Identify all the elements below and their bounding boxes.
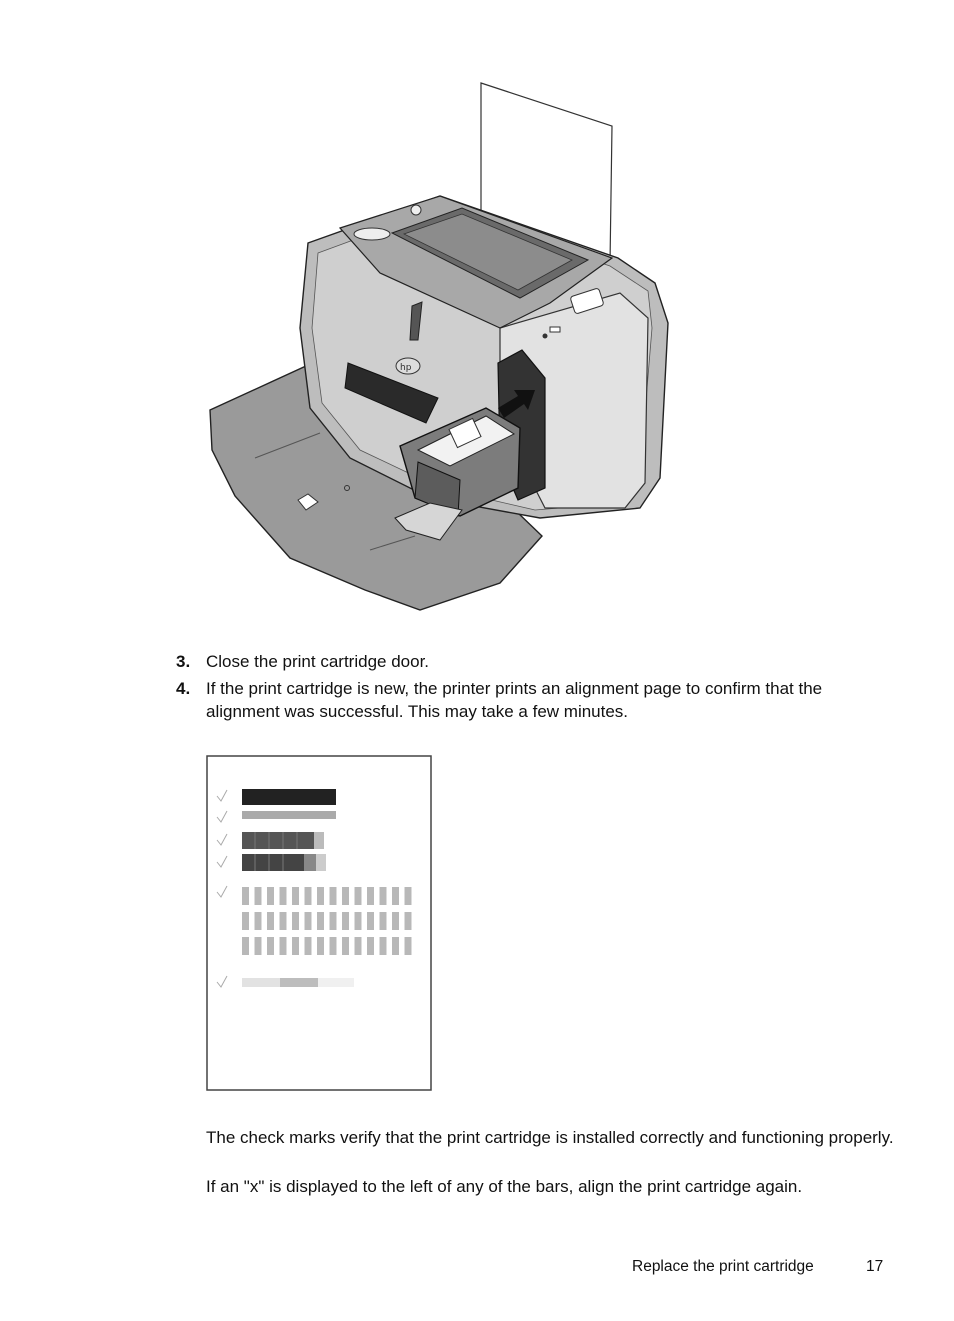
alignment-block [280,887,287,905]
alignment-block [280,937,287,955]
alignment-block [317,887,324,905]
step-text: Close the print cartridge door. [206,652,430,671]
alignment-block [317,937,324,955]
alignment-block [380,912,387,930]
alignment-block [280,912,287,930]
alignment-block [330,887,337,905]
alignment-block [255,912,262,930]
alignment-block [342,887,349,905]
alignment-block [392,912,399,930]
alignment-block [392,937,399,955]
step-number: 3. [176,652,191,671]
alignment-block [267,937,274,955]
alignment-block [367,887,374,905]
alignment-block [255,937,262,955]
alignment-block [355,937,362,955]
footer-section-title: Replace the print cartridge [632,1258,814,1275]
alignment-block [367,937,374,955]
alignment-block [292,887,299,905]
alignment-block [305,887,312,905]
alignment-block [330,937,337,955]
alignment-block [330,912,337,930]
alignment-block [355,912,362,930]
alignment-block [242,912,249,930]
alignment-block [367,912,374,930]
alignment-block [355,887,362,905]
note-check-marks: The check marks verify that the print cartridge is installed correctly and functioning properly. [206,1128,894,1147]
alignment-block [317,912,324,930]
svg-text:hp: hp [400,363,412,373]
alignment-block [242,887,249,905]
alignment-block [292,912,299,930]
alignment-block [242,937,249,955]
alignment-block [267,912,274,930]
alignment-block [380,937,387,955]
alignment-block [405,887,412,905]
alignment-block [255,887,262,905]
alignment-block [267,887,274,905]
alignment-page-illustration [205,754,433,1092]
printer-illustration [200,78,680,618]
page-number: 17 [866,1258,884,1275]
note-x-mark: If an "x" is displayed to the left of any of the bars, align the print cartridge again. [206,1177,803,1196]
alignment-block [305,937,312,955]
alignment-block [305,912,312,930]
alignment-block [292,937,299,955]
alignment-block [342,912,349,930]
alignment-block [405,912,412,930]
alignment-block [342,937,349,955]
alignment-block [392,887,399,905]
step-number: 4. [176,679,191,698]
step-text: If the print cartridge is new, the printer prints an alignment page to confirm that the alignment was successful. This may take a few minutes. [206,679,823,721]
alignment-block [405,937,412,955]
alignment-block [380,887,387,905]
